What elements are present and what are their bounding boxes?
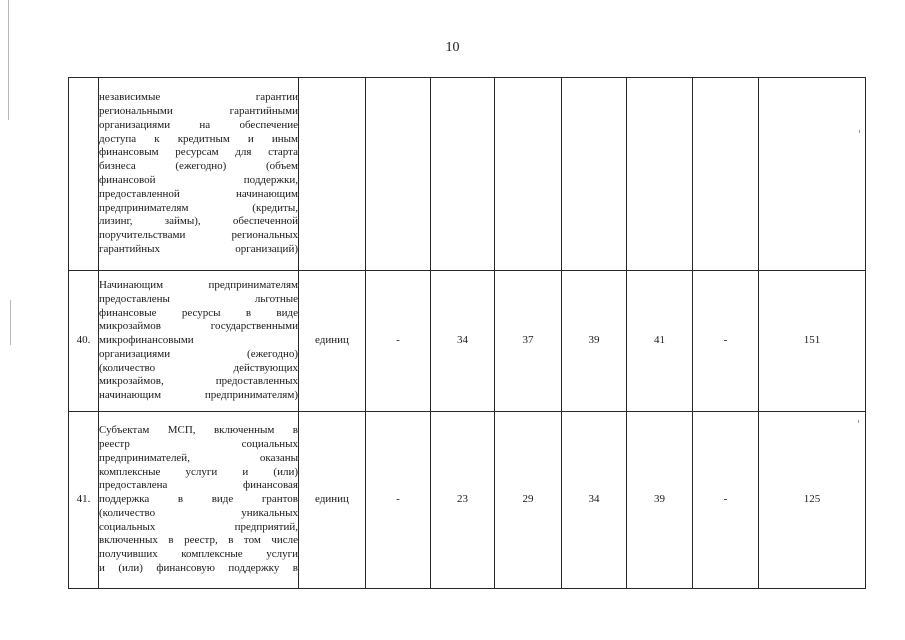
description-line: поручительствами региональных (99, 229, 298, 242)
description-line: поддержка в виде грантов (99, 493, 298, 506)
description-line: Субъектам МСП, включенным в (99, 424, 298, 437)
description-line: микрофинансовыми (99, 334, 194, 347)
description-line: включенных в реестр, в том числе (99, 534, 298, 547)
unit-cell: единиц (299, 412, 366, 589)
value-cell: 39 (627, 412, 693, 589)
indicator-description (99, 78, 299, 271)
description-line: начинающим предпринимателям) (99, 389, 298, 402)
value-cell: 125 (759, 412, 866, 589)
table-row (69, 78, 866, 271)
description-line: получивших комплексные услуги (99, 548, 298, 561)
value-cell: - (366, 412, 431, 589)
description-line: финансовым ресурсам для старта (99, 146, 298, 159)
value-cell: - (366, 271, 431, 412)
description-line: доступа к кредитным и иным (99, 132, 298, 145)
value-cell: 34 (431, 271, 495, 412)
description-line: организациями (ежегодно) (99, 347, 298, 360)
value-cell: 23 (431, 412, 495, 589)
value-cell: 34 (562, 412, 627, 589)
description-line: реестр социальных (99, 437, 298, 450)
value-cell (627, 78, 693, 271)
unit-cell: единиц (299, 271, 366, 412)
description-line: комплексные услуги и (или) (99, 465, 298, 478)
description-line: организациями на обеспечение (99, 118, 298, 131)
value-cell: 41 (627, 271, 693, 412)
description-line: микрозаймов, предоставленных (99, 375, 298, 388)
indicator-description (99, 412, 299, 589)
value-cell: - (693, 412, 759, 589)
value-cell: - (693, 271, 759, 412)
row-number (69, 78, 99, 271)
table-row (69, 412, 866, 589)
value-cell (693, 78, 759, 271)
description-line: гарантийных организаций) (99, 242, 298, 255)
description-line: предпринимателей, оказаны (99, 451, 298, 464)
description-line: социальных предприятий, (99, 520, 298, 533)
scan-margin-line (8, 0, 9, 120)
value-cell (431, 78, 495, 271)
value-cell (562, 78, 627, 271)
value-cell: 29 (495, 412, 562, 589)
value-cell (495, 78, 562, 271)
value-cell (366, 78, 431, 271)
description-line: (количество уникальных (99, 506, 298, 519)
description-line: предоставлены льготные (99, 292, 298, 305)
description-line: региональными гарантийными (99, 105, 298, 118)
unit-cell (299, 78, 366, 271)
row-number: 41. (69, 412, 99, 589)
row-number: 40. (69, 271, 99, 412)
value-cell: 37 (495, 271, 562, 412)
indicator-description (99, 271, 299, 412)
value-cell: 39 (562, 271, 627, 412)
description-line: финансовой поддержки, (99, 174, 298, 186)
description-line: и (или) финансовую поддержку в (99, 562, 298, 575)
description-line: предпринимателям (кредиты, (99, 201, 298, 214)
description-line: финансовые ресурсы в виде (99, 306, 298, 319)
page-number: 10 (445, 40, 460, 55)
table-row (69, 271, 866, 412)
description-line: Начинающим предпринимателям (99, 278, 298, 291)
description-line: бизнеса (ежегодно) (объем (99, 160, 298, 173)
description-line: независимые гарантии (99, 91, 298, 104)
description-line: лизинг, займы), обеспеченной (99, 215, 298, 228)
indicators-table (68, 77, 866, 589)
description-line: предоставленной начинающим (99, 187, 298, 200)
scan-margin-line (10, 300, 11, 345)
description-line: микрозаймов государственными (99, 320, 298, 333)
value-cell (759, 78, 866, 271)
value-cell: 151 (759, 271, 866, 412)
description-line: предоставлена финансовая (99, 479, 298, 492)
description-line: (количество действующих (99, 361, 298, 374)
